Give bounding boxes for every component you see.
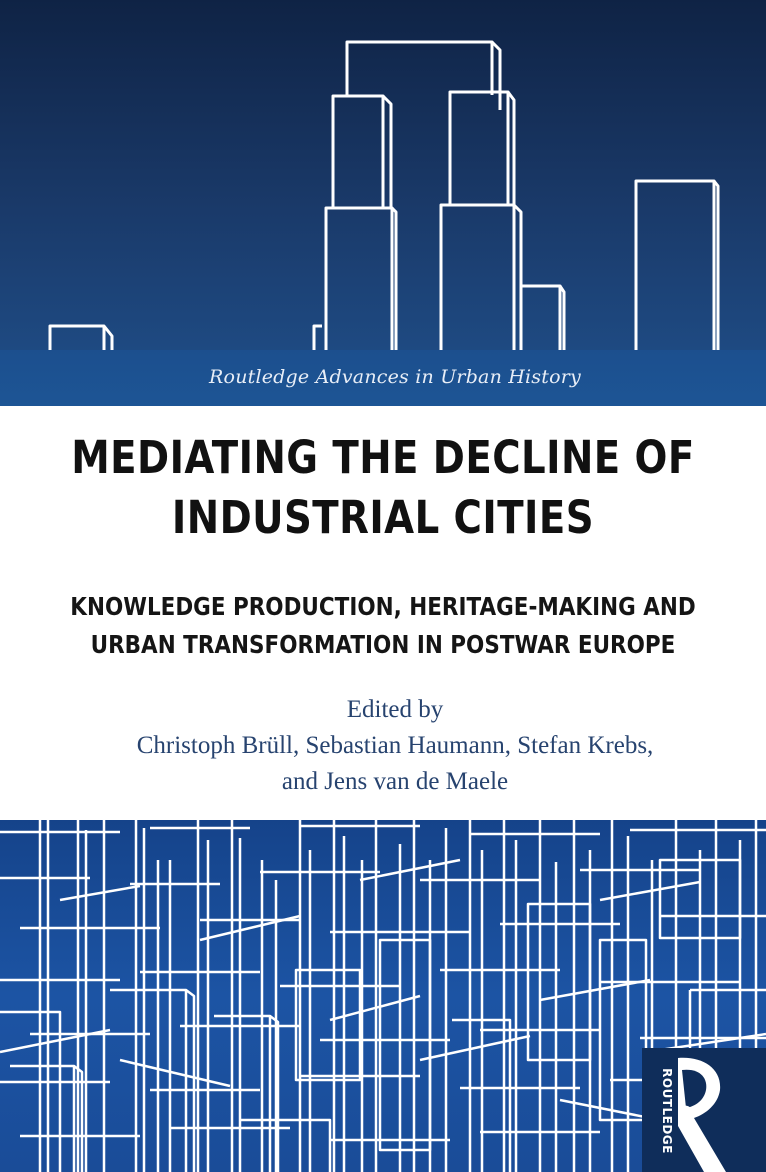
series-title: Routledge Advances in Urban History [209, 366, 581, 388]
editor-names-line: and Jens van de Maele [281, 768, 509, 795]
editor-credits [0, 692, 766, 800]
skyline-illustration-top [0, 0, 766, 352]
publisher-name: ROUTLEDGE [660, 1068, 674, 1154]
book-subtitle [54, 588, 713, 664]
book-subtitle-line: URBAN TRANSFORMATION IN POSTWAR EUROPE [90, 630, 676, 659]
book-title-line: MEDIATING THE DECLINE OF [71, 431, 695, 484]
edited-by-label: Edited by [346, 696, 444, 723]
editor-names-line: Christoph Brüll, Sebastian Haumann, Stefan Krebs, [136, 732, 654, 759]
book-subtitle-line: KNOWLEDGE PRODUCTION, HERITAGE-MAKING AND [70, 592, 696, 621]
book-title-line: INDUSTRIAL CITIES [171, 491, 595, 544]
book-title [54, 428, 713, 548]
